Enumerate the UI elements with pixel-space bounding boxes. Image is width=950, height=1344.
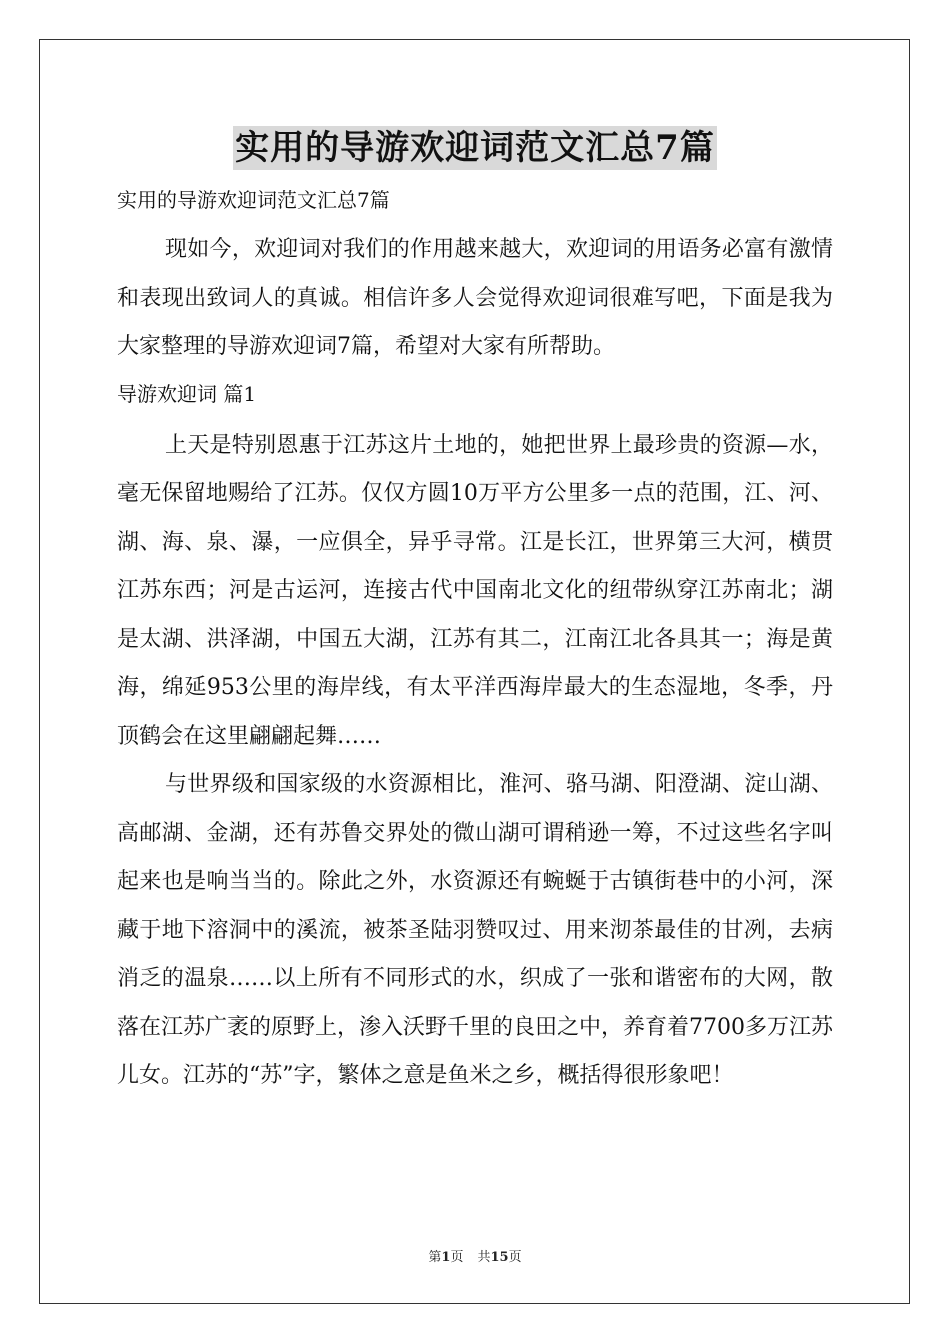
document-title: 实用的导游欢迎词范文汇总7篇 bbox=[235, 128, 715, 168]
body-paragraph: 上天是特别恩惠于江苏这片土地的，她把世界上最珍贵的资源—水，毫无保留地赐给了江苏。仅仅方圆10万平方公里多一点的范围，江、河、湖、海、泉、瀑，一应俱全，异乎寻常。江是长江，世界第三大河，横贯江苏东西；河是古运河，连接古代中国南北文化的纽带纵穿江苏南北；湖是太湖、洪泽湖，中国五大湖，江苏有其二，江南江北各具其一；海是黄海，绵延953公里的海岸线，有太平洋西海岸最大的生态湿地，冬季，丹顶鹤会在这里翩翩起舞…… bbox=[117, 432, 833, 749]
current-page-number: 1 bbox=[441, 1250, 451, 1265]
page-suffix: 页 bbox=[450, 1250, 464, 1265]
total-page-count: 15 bbox=[490, 1250, 509, 1265]
document-body bbox=[117, 178, 833, 1101]
document-subtitle: 实用的导游欢迎词范文汇总7篇 bbox=[117, 188, 390, 212]
section-heading: 导游欢迎词 篇1 bbox=[117, 381, 257, 406]
body-paragraph: 与世界级和国家级的水资源相比，淮河、骆马湖、阳澄湖、淀山湖、高邮湖、金湖，还有苏鲁交界处的微山湖可谓稍逊一筹，不过这些名字叫起来也是响当当的。除此之外，水资源还有蜿蜒于古镇街巷中的小河，深藏于地下溶洞中的溪流，被茶圣陆羽赞叹过、用来沏茶最佳的甘冽，去病消乏的温泉……以上所有不同形式的水，织成了一张和谐密布的大网，散落在江苏广袤的原野上，渗入沃野千里的良田之中，养育着7700多万江苏儿女。江苏的“苏”字，繁体之意是鱼米之乡，概括得很形象吧！ bbox=[117, 772, 833, 1088]
title-container bbox=[0, 126, 950, 170]
total-suffix: 页 bbox=[508, 1250, 522, 1265]
total-prefix: 共 bbox=[477, 1250, 491, 1265]
page-prefix: 第 bbox=[428, 1250, 442, 1265]
page-footer bbox=[0, 1246, 950, 1265]
intro-paragraph: 现如今，欢迎词对我们的作用越来越大，欢迎词的用语务必富有激情和表现出致词人的真诚。相信许多人会觉得欢迎词很难写吧，下面是我为大家整理的导游欢迎词7篇，希望对大家有所帮助。 bbox=[117, 237, 833, 359]
